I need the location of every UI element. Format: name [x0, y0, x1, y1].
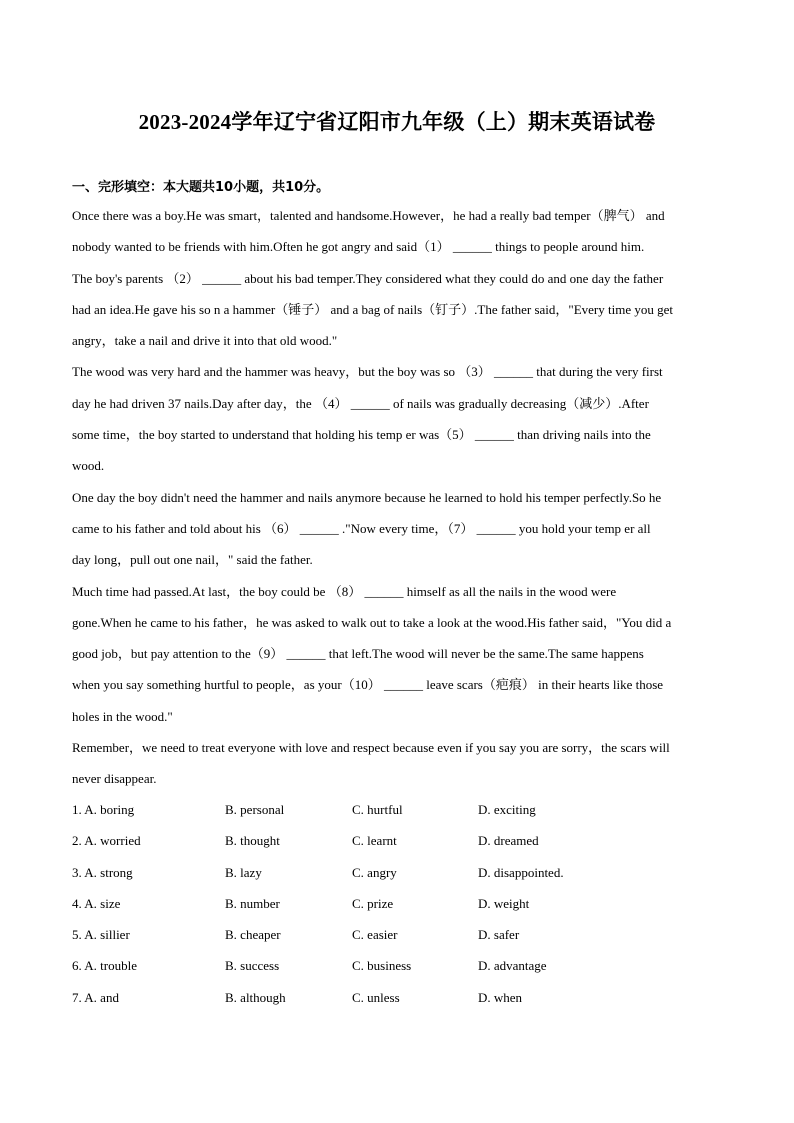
option-b: B. personal — [225, 802, 285, 817]
option-b: B. cheaper — [225, 927, 281, 943]
option-b: B. success — [225, 958, 280, 974]
option-a: 5. A. sillier — [72, 927, 130, 943]
question-row-1 — [72, 794, 722, 825]
option-c: C. learnt — [352, 833, 397, 849]
option-c: C. unless — [352, 989, 400, 1005]
passage-line: came to his father and told about his （6） ______ ."Now every time，（7） ______ you hold your temp er all — [72, 520, 651, 536]
answer-options — [72, 794, 722, 1013]
question-row-4 — [72, 888, 722, 919]
passage-line: some time，the boy started to understand that holding his temp er was（5） ______ than driving nails into the — [72, 427, 651, 443]
passage-line: Much time had passed.At last，the boy could be （8） ______ himself as all the nails in the wood were — [72, 583, 617, 599]
option-c: C. business — [352, 958, 412, 974]
question-row-2 — [72, 825, 722, 856]
option-a: 4. A. size — [72, 895, 121, 911]
option-d: D. exciting — [478, 802, 536, 817]
question-row-7 — [72, 982, 722, 1013]
passage-line: day he had driven 37 nails.Day after day，the （4） ______ of nails was gradually decreasing（减少）.After — [72, 395, 649, 411]
passage-line: holes in the wood." — [72, 708, 173, 724]
option-d: D. disappointed. — [478, 864, 564, 880]
option-d: D. dreamed — [478, 833, 539, 849]
option-b: B. number — [225, 895, 280, 911]
option-a: 6. A. trouble — [72, 958, 137, 974]
option-a: 3. A. strong — [72, 864, 133, 880]
passage-line: never disappear. — [72, 771, 157, 787]
question-row-5 — [72, 919, 722, 950]
option-a: 1. A. boring — [72, 802, 135, 817]
passage-line: angry，take a nail and drive it into that old wood." — [72, 333, 338, 349]
cloze-passage — [72, 200, 722, 795]
passage-line: wood. — [72, 458, 105, 474]
option-a: 2. A. worried — [72, 833, 141, 849]
passage-line: day long，pull out one nail，" said the father. — [72, 552, 313, 568]
page-title: 2023-2024学年辽宁省辽阳市九年级（上）期末英语试卷 — [138, 110, 656, 134]
passage-line: Once there was a boy.He was smart，talented and handsome.However，he had a really bad temper（脾气） and — [72, 208, 665, 223]
passage-line: Remember，we need to treat everyone with love and respect because even if you say you are sorry，the scars will — [72, 740, 670, 756]
passage-line: when you say something hurtful to people，as your（10） ______ leave scars（疤痕） in their hearts like those — [72, 677, 664, 693]
question-row-6 — [72, 950, 722, 981]
option-c: C. prize — [352, 895, 394, 911]
option-b: B. lazy — [225, 864, 262, 880]
option-c: C. angry — [352, 864, 397, 880]
option-c: C. hurtful — [352, 802, 403, 817]
question-row-3 — [72, 857, 722, 888]
option-d: D. safer — [478, 927, 520, 943]
passage-line: One day the boy didn't need the hammer and nails anymore because he learned to hold his temper perfectly.So he — [72, 489, 662, 505]
passage-line: good job，but pay attention to the（9） ______ that left.The wood will never be the same.The same happens — [72, 646, 644, 662]
option-c: C. easier — [352, 927, 398, 943]
option-b: B. although — [225, 989, 286, 1005]
option-b: B. thought — [225, 833, 280, 849]
passage-line: gone.When he came to his father，he was asked to walk out to take a look at the wood.His father said，"You did a — [72, 614, 672, 630]
passage-line: nobody wanted to be friends with him.Often he got angry and said（1） ______ things to people around him. — [72, 239, 645, 255]
section-heading: 一、完形填空：本大题共10小题，共10分。 — [72, 180, 330, 195]
option-d: D. weight — [478, 895, 530, 911]
option-d: D. advantage — [478, 958, 547, 974]
option-d: D. when — [478, 989, 523, 1005]
option-a: 7. A. and — [72, 989, 119, 1005]
passage-line: The wood was very hard and the hammer was heavy，but the boy was so （3） ______ that during the very first — [72, 364, 663, 380]
passage-line: had an idea.He gave his so n a hammer（锤子） and a bag of nails（钉子）.The father said，"Every time you get — [72, 301, 673, 317]
passage-line: The boy's parents （2） ______ about his bad temper.They considered what they could do and one day the father — [72, 270, 664, 286]
